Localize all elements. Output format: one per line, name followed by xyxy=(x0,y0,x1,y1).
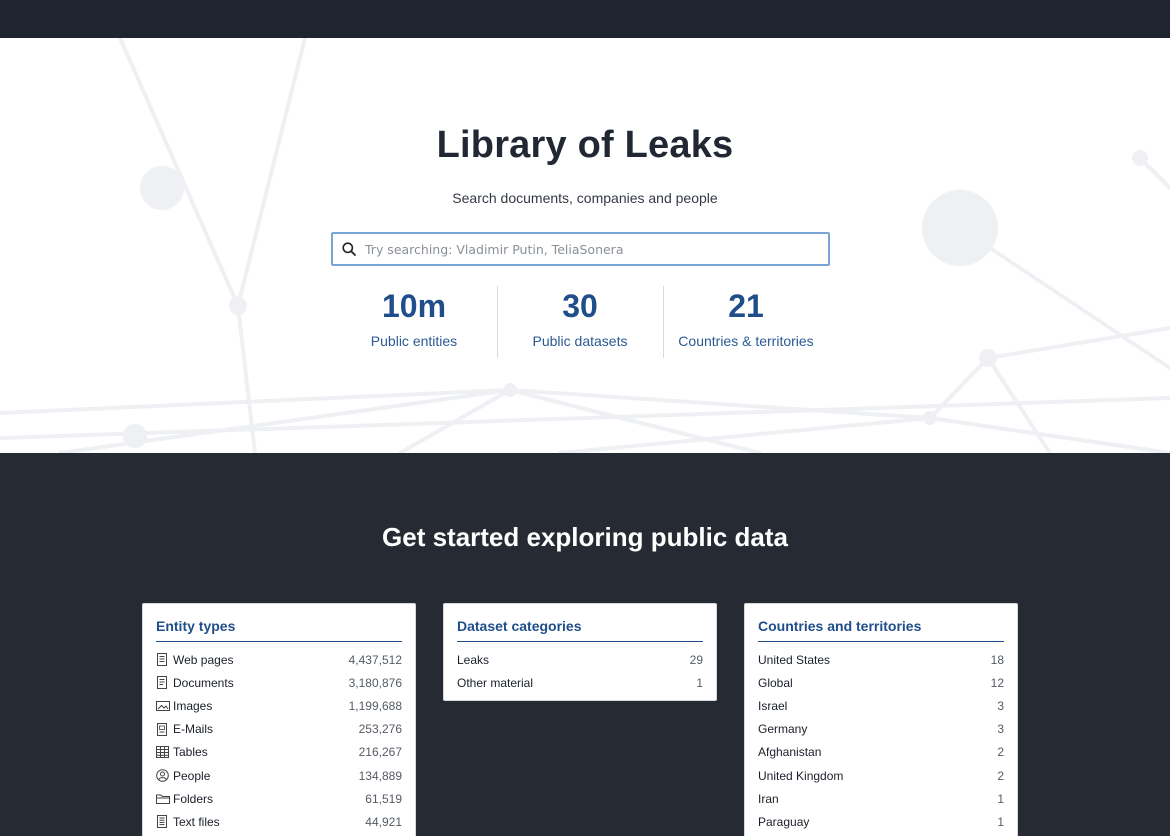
list-item[interactable] xyxy=(156,671,402,694)
stat-value: 10m xyxy=(381,288,447,324)
item-count: 1 xyxy=(997,791,1004,806)
list-item[interactable] xyxy=(457,648,703,671)
item-label: E-Mails xyxy=(173,722,214,737)
stat-countries[interactable] xyxy=(663,286,829,358)
stat-label: Countries & territories xyxy=(678,333,814,349)
table-icon xyxy=(156,745,173,759)
item-label: United States xyxy=(758,652,831,667)
item-label: Images xyxy=(173,698,213,713)
list-item[interactable] xyxy=(156,648,402,671)
explore-section xyxy=(0,453,1170,836)
item-label: Documents xyxy=(173,675,234,690)
list-item[interactable] xyxy=(156,787,402,810)
person-icon xyxy=(156,769,173,783)
item-count: 29 xyxy=(689,652,703,667)
item-label: Germany xyxy=(758,722,808,737)
item-count: 4,437,512 xyxy=(348,652,402,667)
item-count: 61,519 xyxy=(365,791,402,806)
item-label: Text files xyxy=(173,814,220,829)
page-subtitle: Search documents, companies and people xyxy=(452,190,718,206)
search-icon xyxy=(333,234,365,264)
web-page-icon xyxy=(156,653,173,667)
explore-title: Get started exploring public data xyxy=(382,522,788,552)
item-count: 1 xyxy=(997,814,1004,829)
list-item[interactable] xyxy=(758,741,1004,764)
item-label: Leaks xyxy=(457,652,490,667)
item-label: Israel xyxy=(758,698,788,713)
search-input[interactable] xyxy=(365,235,828,263)
image-icon xyxy=(156,699,173,713)
item-count: 1,199,688 xyxy=(348,698,402,713)
stat-public-datasets[interactable] xyxy=(497,286,663,358)
card-title: Dataset categories xyxy=(457,618,703,642)
item-count: 2 xyxy=(997,768,1004,783)
list-item[interactable] xyxy=(758,810,1004,833)
countries-card xyxy=(744,603,1018,836)
item-label: Other material xyxy=(457,675,534,690)
item-count: 3,180,876 xyxy=(348,675,402,690)
list-item[interactable] xyxy=(758,648,1004,671)
folder-icon xyxy=(156,792,173,806)
item-label: Folders xyxy=(173,791,214,806)
item-label: Afghanistan xyxy=(758,745,822,760)
list-item[interactable] xyxy=(156,810,402,833)
item-count: 12 xyxy=(990,675,1004,690)
page-title: Library of Leaks xyxy=(436,124,734,166)
stats-row xyxy=(331,286,830,358)
email-icon xyxy=(156,722,173,736)
item-label: Web pages xyxy=(173,652,234,667)
item-label: United Kingdom xyxy=(758,768,844,783)
stat-label: Public datasets xyxy=(532,333,628,349)
list-item[interactable] xyxy=(758,694,1004,717)
stat-label: Public entities xyxy=(370,333,458,349)
top-navbar xyxy=(0,0,1170,38)
item-label: Global xyxy=(758,675,793,690)
list-item[interactable] xyxy=(758,787,1004,810)
list-item[interactable] xyxy=(156,718,402,741)
item-count: 44,921 xyxy=(365,814,402,829)
list-item[interactable] xyxy=(758,718,1004,741)
stat-value: 21 xyxy=(728,288,764,324)
list-item[interactable] xyxy=(156,694,402,717)
item-count: 2 xyxy=(997,745,1004,760)
search-box[interactable] xyxy=(331,232,830,266)
dataset-categories-card xyxy=(443,603,717,701)
text-file-icon xyxy=(156,815,173,829)
item-count: 1 xyxy=(696,675,703,690)
list-item[interactable] xyxy=(156,764,402,787)
item-count: 253,276 xyxy=(358,722,402,737)
item-label: Iran xyxy=(758,791,779,806)
document-icon xyxy=(156,676,173,690)
list-item[interactable] xyxy=(758,764,1004,787)
item-count: 18 xyxy=(990,652,1004,667)
card-title: Entity types xyxy=(156,618,402,642)
entity-types-card xyxy=(142,603,416,836)
item-count: 3 xyxy=(997,722,1004,737)
item-label: People xyxy=(173,768,211,783)
item-count: 3 xyxy=(997,698,1004,713)
hero-section xyxy=(0,38,1170,453)
stat-public-entities[interactable] xyxy=(331,286,497,358)
item-label: Tables xyxy=(173,745,208,760)
stat-value: 30 xyxy=(562,288,598,324)
card-title: Countries and territories xyxy=(758,618,1004,642)
list-item[interactable] xyxy=(457,671,703,694)
item-label: Paraguay xyxy=(758,814,810,829)
item-count: 216,267 xyxy=(358,745,402,760)
item-count: 134,889 xyxy=(358,768,402,783)
list-item[interactable] xyxy=(156,741,402,764)
list-item[interactable] xyxy=(758,671,1004,694)
